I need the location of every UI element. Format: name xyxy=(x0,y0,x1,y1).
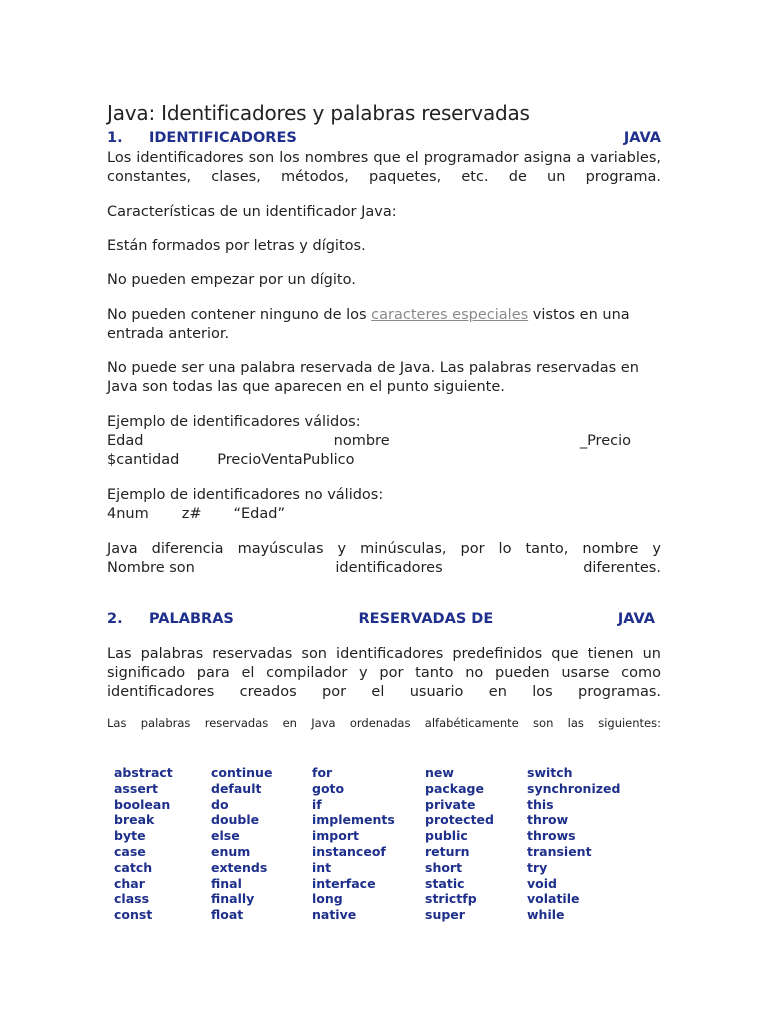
keyword: while xyxy=(527,907,565,923)
invalid-example: “Edad” xyxy=(233,506,285,522)
section-2-label-mid: RESERVADAS DE xyxy=(358,611,494,627)
section-1-number: 1. xyxy=(107,130,123,146)
keyword: goto xyxy=(312,780,345,796)
rule-special-chars-before: No pueden contener ninguno de los xyxy=(107,307,372,323)
invalid-example: z# xyxy=(181,506,202,522)
valid-examples-row-1 xyxy=(107,432,631,451)
keyword: break xyxy=(114,812,155,828)
keyword: synchronized xyxy=(527,780,621,796)
section-1-label-right: JAVA xyxy=(623,130,661,146)
keyword: volatile xyxy=(527,891,580,907)
keyword: new xyxy=(425,765,454,780)
keyword: final xyxy=(211,875,242,891)
keyword: native xyxy=(312,907,357,923)
keywords-column-2 xyxy=(211,765,272,923)
invalid-examples-row xyxy=(107,505,661,524)
keyword: throw xyxy=(527,812,569,828)
rule-reserved-word: No puede ser una palabra reservada de Java. Las palabras reservadas en Java son todas las que aparecen en el punto siguiente. xyxy=(107,360,639,395)
keyword: float xyxy=(211,907,244,923)
keyword: transient xyxy=(527,843,592,859)
keyword: default xyxy=(211,780,262,796)
valid-examples-heading: Ejemplo de identificadores válidos: xyxy=(107,414,361,430)
keyword: do xyxy=(211,796,229,812)
case-sensitivity-line-1: Java diferencia mayúsculas y minúsculas, por lo tanto, nombre y xyxy=(107,541,661,557)
section-2-label-right: JAVA xyxy=(617,611,655,627)
keyword: abstract xyxy=(114,765,173,780)
keywords-column-5 xyxy=(527,765,620,923)
keyword: if xyxy=(312,796,322,812)
case-text: diferentes. xyxy=(583,560,661,576)
rule-no-digit-start: No pueden empezar por un dígito. xyxy=(107,272,356,288)
characteristics-heading: Características de un identificador Java: xyxy=(107,204,397,220)
keyword: public xyxy=(425,828,468,844)
section-2-number: 2. xyxy=(107,611,123,627)
keywords-column-3 xyxy=(312,765,395,923)
keyword: byte xyxy=(114,828,146,844)
invalid-examples-heading: Ejemplo de identificadores no válidos: xyxy=(107,487,384,503)
valid-example: $cantidad xyxy=(107,452,180,468)
keyword: continue xyxy=(211,765,273,780)
keyword: boolean xyxy=(114,796,171,812)
valid-example: _Precio xyxy=(579,433,631,449)
keyword: const xyxy=(114,907,153,923)
keyword: enum xyxy=(211,843,251,859)
keyword: try xyxy=(527,859,548,875)
rule-special-chars xyxy=(107,306,661,344)
keyword: super xyxy=(425,907,465,923)
keyword: for xyxy=(312,765,333,780)
rule-letters-digits: Están formados por letras y dígitos. xyxy=(107,238,366,254)
intro-paragraph: Los identificadores son los nombres que el programador asigna a variables, constantes, clases, métodos, paquetes, etc. de un programa. xyxy=(107,150,661,185)
keyword: static xyxy=(425,875,465,891)
keyword: instanceof xyxy=(312,843,386,859)
keyword: interface xyxy=(312,875,376,891)
reserved-list-intro: Las palabras reservadas en Java ordenadas alfabéticamente son las siguientes: xyxy=(107,716,661,730)
reserved-intro-paragraph: Las palabras reservadas son identificadores predefinidos que tienen un significado para el compilador y por tanto no pueden usarse como identificadores creados por el usuario en los programas. xyxy=(107,646,661,700)
case-sensitivity-line-2 xyxy=(107,559,661,578)
keyword: finally xyxy=(211,891,255,907)
keyword: strictfp xyxy=(425,891,477,907)
keyword: case xyxy=(114,843,146,859)
section-1-heading xyxy=(107,130,661,150)
valid-example: nombre xyxy=(333,433,390,449)
section-2-label: PALABRAS xyxy=(149,611,234,627)
keyword: else xyxy=(211,828,240,844)
section-2-heading xyxy=(107,611,655,631)
keywords-column-1 xyxy=(114,765,173,923)
keyword: return xyxy=(425,843,470,859)
valid-example: Edad xyxy=(107,433,144,449)
keyword: double xyxy=(211,812,260,828)
rule-special-chars-after: vistos en una entrada anterior. xyxy=(107,307,630,342)
keyword: throws xyxy=(527,828,576,844)
keyword: int xyxy=(312,859,332,875)
case-text: identificadores xyxy=(335,560,443,576)
keyword: import xyxy=(312,828,359,844)
keyword: char xyxy=(114,875,145,891)
keyword: this xyxy=(527,796,554,812)
section-1-label-group xyxy=(107,130,297,150)
keyword: protected xyxy=(425,812,494,828)
keyword: private xyxy=(425,796,476,812)
keyword: class xyxy=(114,891,150,907)
page-title: Java: Identificadores y palabras reservadas xyxy=(107,101,530,125)
keyword: catch xyxy=(114,859,153,875)
special-chars-link[interactable]: caracteres especiales xyxy=(371,307,529,323)
keyword: long xyxy=(312,891,343,907)
valid-example: PrecioVentaPublico xyxy=(217,452,355,468)
case-text: Nombre son xyxy=(107,560,195,576)
keyword: short xyxy=(425,859,463,875)
section-2-label-group xyxy=(107,611,234,631)
keyword: void xyxy=(527,875,557,891)
valid-examples-row-2 xyxy=(107,451,661,470)
keyword: switch xyxy=(527,765,573,780)
keyword: implements xyxy=(312,812,395,828)
section-1-label: IDENTIFICADORES xyxy=(149,130,297,146)
keywords-column-4 xyxy=(425,765,494,923)
invalid-example: 4num xyxy=(107,506,149,522)
keyword: package xyxy=(425,780,484,796)
keyword: extends xyxy=(211,859,268,875)
keyword: assert xyxy=(114,780,158,796)
